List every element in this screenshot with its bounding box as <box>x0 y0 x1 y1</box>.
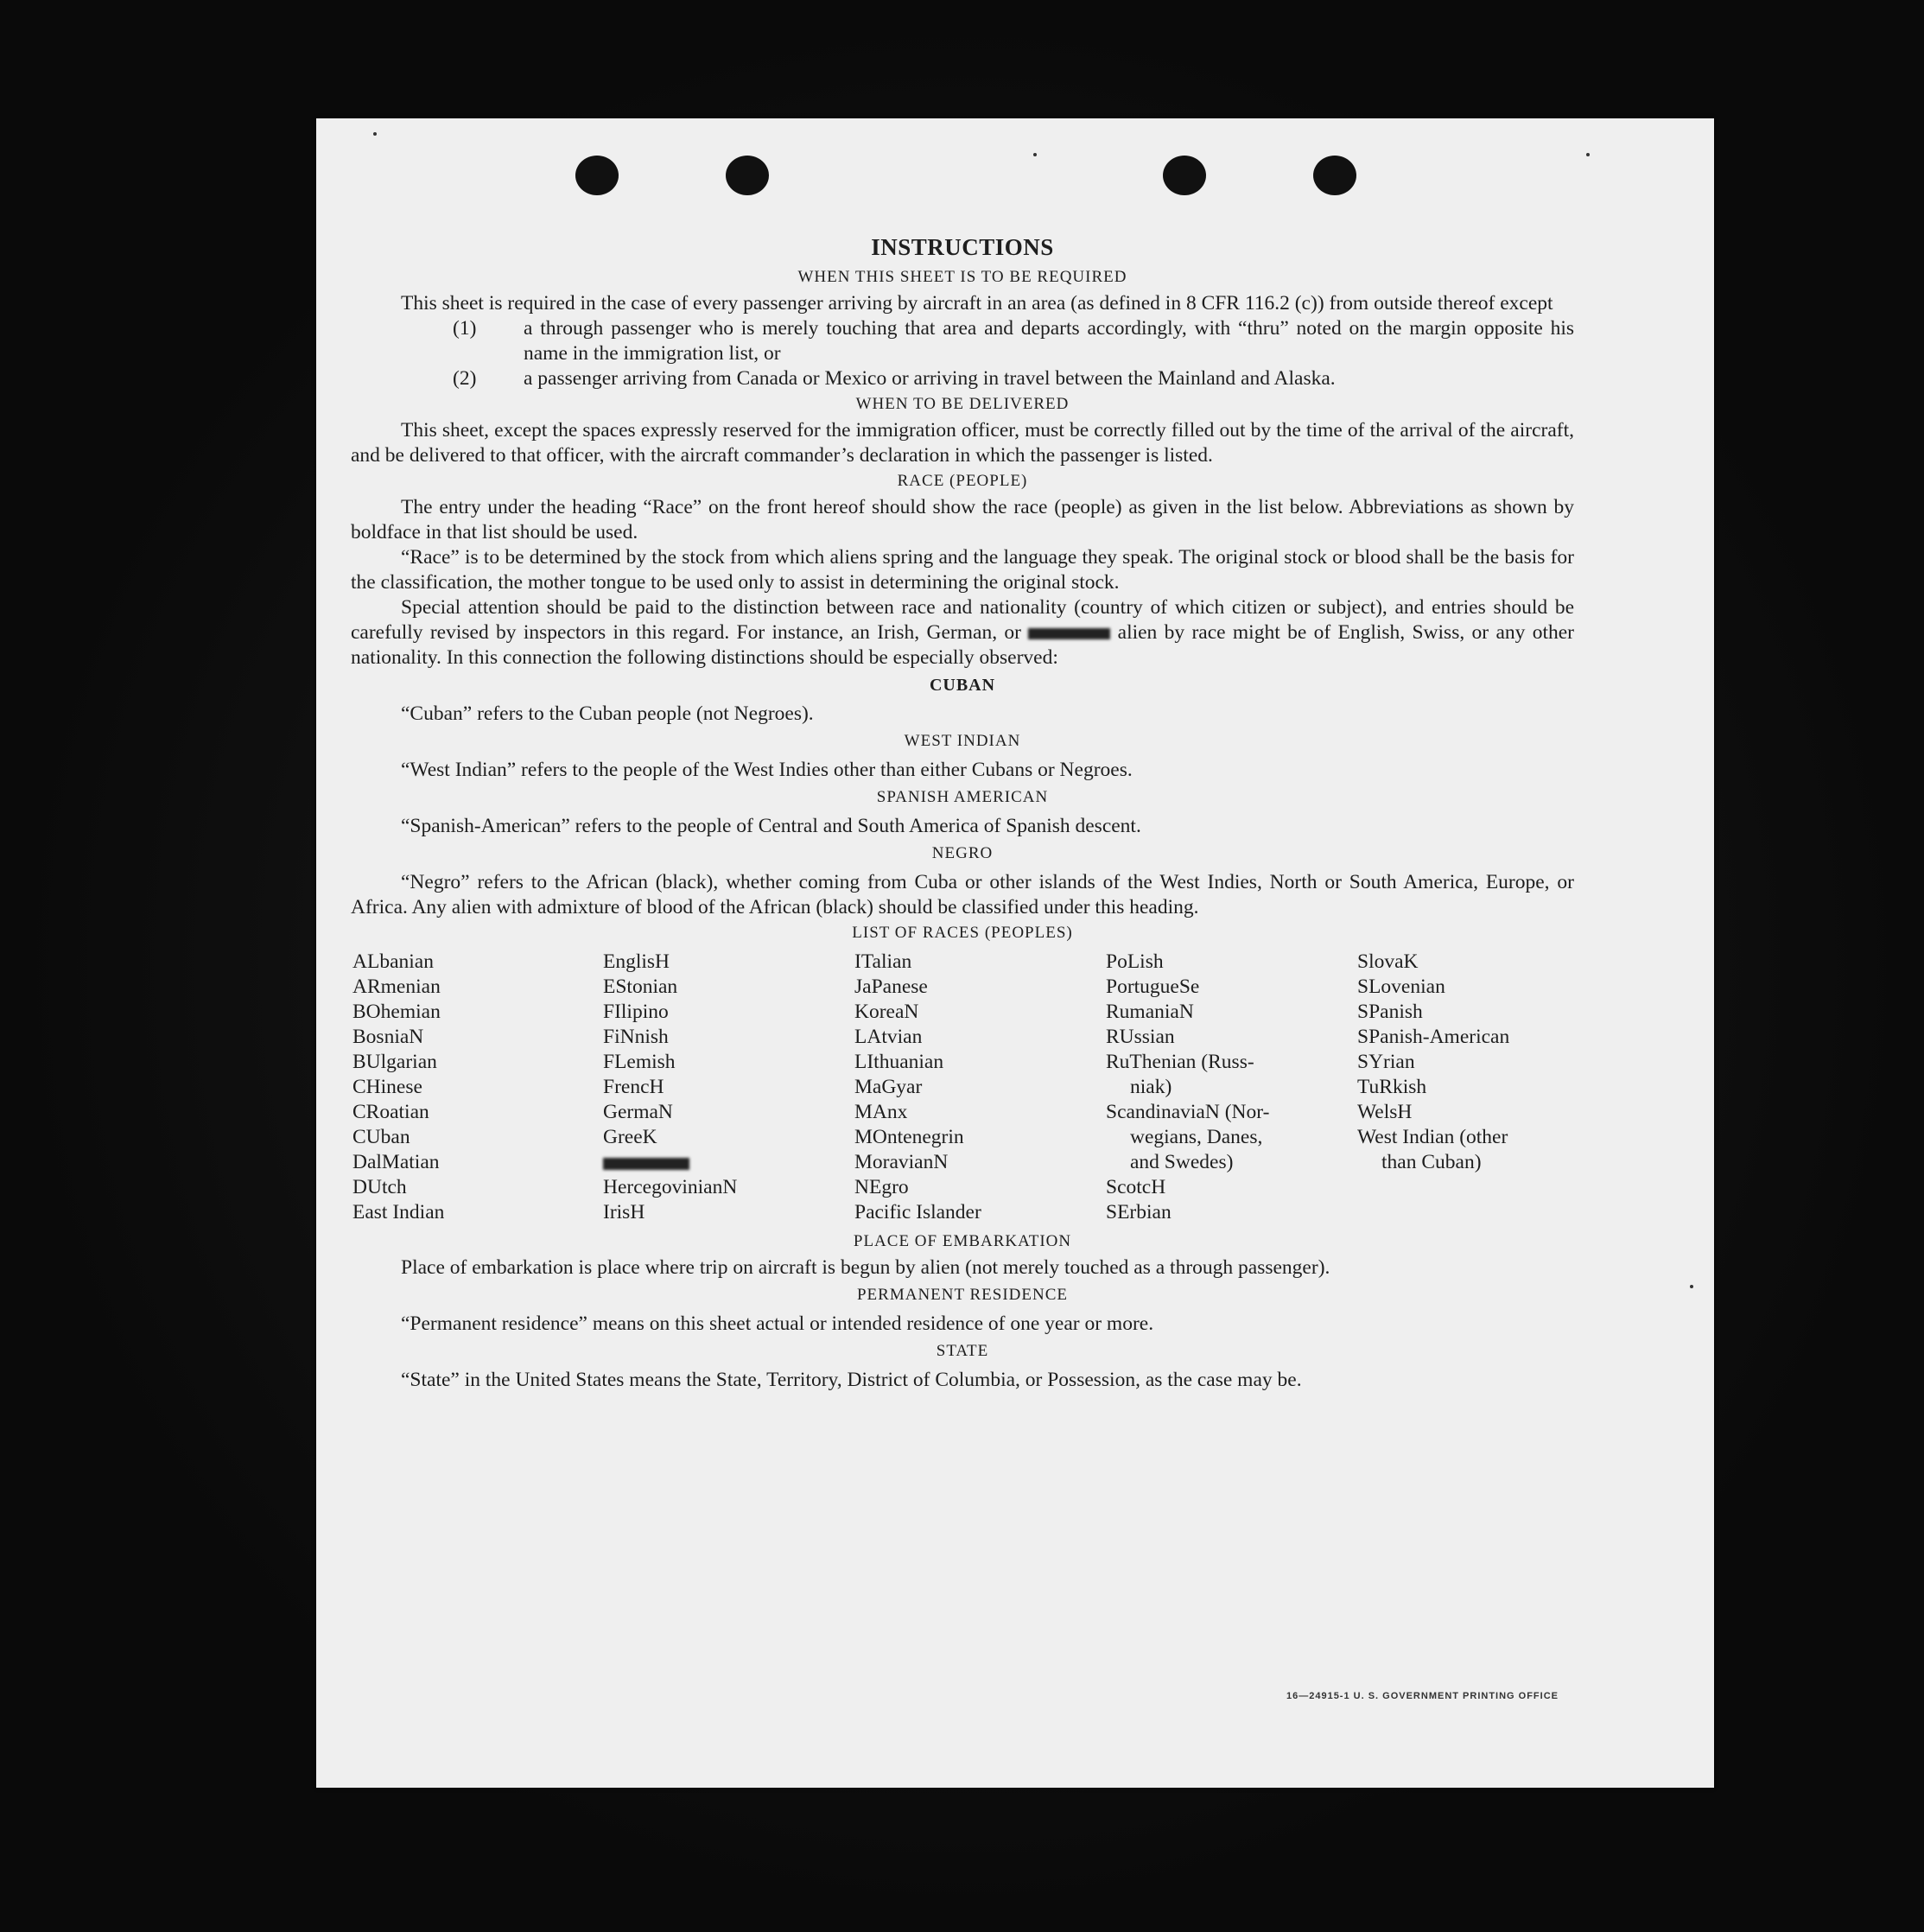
race-item: Pacific Islander <box>854 1201 981 1223</box>
race-item: TuRkish <box>1357 1076 1427 1098</box>
heading-cuban: CUBAN <box>929 676 996 695</box>
heading-races-list: LIST OF RACES (PEOPLES) <box>852 924 1073 942</box>
race-item: LIthuanian <box>854 1051 944 1073</box>
race-item: SlovaK <box>1357 950 1419 973</box>
residence-text: “Permanent residence” means on this sheet actual or intended residence of one year or more. <box>401 1312 1154 1335</box>
race-item: GreeK <box>603 1126 657 1148</box>
race-item: ITalian <box>854 950 912 973</box>
race-item: West Indian (other <box>1357 1126 1508 1148</box>
heading-race: RACE (PEOPLE) <box>897 472 1028 490</box>
instructions-body <box>351 233 1574 1393</box>
speck <box>373 132 377 136</box>
race-item: ARmenian <box>352 976 441 998</box>
printing-office-code: 16—24915-1 U. S. GOVERNMENT PRINTING OFFICE <box>1286 1691 1559 1701</box>
punch-hole <box>726 156 769 195</box>
race-paragraph-2: “Race” is to be determined by the stock from which aliens spring and the language they speak. The original stock or blood shall be the basis for the classification, the mother tongue to be used only to assist in determining the original stock. <box>351 546 1574 594</box>
speck <box>1690 1285 1693 1288</box>
race-item: niak) <box>1130 1076 1172 1098</box>
race-item: PoLish <box>1106 950 1164 973</box>
race-item: KoreaN <box>854 1001 919 1023</box>
race-item: DUtch <box>352 1176 407 1198</box>
race-item: GermaN <box>603 1101 673 1123</box>
race-item: ScotcH <box>1106 1176 1166 1198</box>
race-item: SPanish <box>1357 1001 1423 1023</box>
race-item: PortugueSe <box>1106 976 1200 998</box>
race-item: and Swedes) <box>1130 1151 1234 1173</box>
race-item: IrisH <box>603 1201 645 1223</box>
state-text: “State” in the United States means the State, Territory, District of Columbia, or Possession, as the case may be. <box>401 1369 1302 1391</box>
race-item: LAtvian <box>854 1026 923 1048</box>
race-item: JaPanese <box>854 976 928 998</box>
race-item: CUban <box>352 1126 410 1148</box>
race-item: CRoatian <box>352 1101 429 1123</box>
race-item: RuThenian (Russ- <box>1106 1051 1254 1073</box>
race-item: MOntenegrin <box>854 1126 964 1148</box>
race-item: HercegovinianN <box>603 1176 738 1198</box>
heading-delivered: WHEN TO BE DELIVERED <box>855 395 1070 413</box>
race-item: RUssian <box>1106 1026 1175 1048</box>
heading-state: STATE <box>936 1342 989 1360</box>
heading-required: WHEN THIS SHEET IS TO BE REQUIRED <box>797 268 1127 286</box>
required-item-1 <box>351 316 1574 366</box>
item-text: a passenger arriving from Canada or Mexico or arriving in travel between the Mainland and Alaska. <box>524 367 1336 390</box>
races-list <box>352 950 1574 1225</box>
races-column-3 <box>854 950 1106 1225</box>
race-item: NEgro <box>854 1176 909 1198</box>
punch-hole <box>1313 156 1356 195</box>
document-page <box>316 118 1714 1788</box>
race-item: ScandinaviaN (Nor- <box>1106 1101 1270 1123</box>
race-item: MaGyar <box>854 1076 923 1098</box>
race-item-redacted <box>603 1150 854 1175</box>
redaction-mark <box>1028 628 1110 639</box>
race-item: BUlgarian <box>352 1051 437 1073</box>
heading-west-indian: WEST INDIAN <box>904 732 1021 750</box>
speck <box>1586 153 1590 156</box>
races-column-2 <box>603 950 854 1225</box>
negro-text: “Negro” refers to the African (black), whether coming from Cuba or other islands of the West Indies, North or South America, Europe, or Africa. Any alien with admixture of blood of the African (black) should be classified under this heading. <box>351 871 1574 918</box>
race-item: RumaniaN <box>1106 1001 1194 1023</box>
race-item: BosniaN <box>352 1026 424 1048</box>
race-item: ALbanian <box>352 950 434 973</box>
race-paragraph-3 <box>351 595 1574 670</box>
race-item: FIlipino <box>603 1001 669 1023</box>
heading-residence: PERMANENT RESIDENCE <box>856 1286 1069 1304</box>
race-item: DalMatian <box>352 1151 440 1173</box>
race-item: BOhemian <box>352 1001 441 1023</box>
races-column-1 <box>352 950 603 1225</box>
speck <box>1033 153 1037 156</box>
west-indian-text: “West Indian” refers to the people of the West Indies other than either Cubans or Negroes. <box>401 759 1133 781</box>
race-item: FiNnish <box>603 1026 669 1048</box>
race-item: CHinese <box>352 1076 422 1098</box>
race-item: SPanish-American <box>1357 1026 1510 1048</box>
race-item: SYrian <box>1357 1051 1415 1073</box>
page-title: INSTRUCTIONS <box>871 234 1054 260</box>
punch-hole <box>1163 156 1206 195</box>
race-item: SLovenian <box>1357 976 1445 998</box>
race-item: than Cuban) <box>1381 1151 1482 1173</box>
race-item: SErbian <box>1106 1201 1172 1223</box>
spanish-american-text: “Spanish-American” refers to the people of Central and South America of Spanish descent. <box>401 815 1141 837</box>
heading-embarkation: PLACE OF EMBARKATION <box>853 1232 1072 1250</box>
race-item: FrencH <box>603 1076 664 1098</box>
heading-spanish-american: SPANISH AMERICAN <box>876 788 1049 806</box>
race-item: MAnx <box>854 1101 908 1123</box>
embarkation-text: Place of embarkation is place where trip on aircraft is begun by alien (not merely touched as a through passenger). <box>401 1256 1330 1279</box>
race-item: wegians, Danes, <box>1130 1126 1263 1148</box>
punch-hole <box>575 156 619 195</box>
cuban-text: “Cuban” refers to the Cuban people (not Negroes). <box>401 702 814 725</box>
race-item: MoravianN <box>854 1151 949 1173</box>
race-item: FLemish <box>603 1051 676 1073</box>
required-intro: This sheet is required in the case of every passenger arriving by aircraft in an area (as defined in 8 CFR 116.2 (c)) from outside thereof except <box>401 292 1553 315</box>
race-item: EStonian <box>603 976 678 998</box>
redaction-mark <box>603 1158 689 1170</box>
race-item: EnglisH <box>603 950 670 973</box>
race-item: WelsH <box>1357 1101 1413 1123</box>
required-item-2 <box>351 366 1574 391</box>
heading-negro: NEGRO <box>931 844 994 862</box>
races-column-5 <box>1357 950 1576 1225</box>
item-text: a through passenger who is merely touching that area and departs accordingly, with “thru” noted on the margin opposite his name in the immigration list, or <box>524 317 1574 365</box>
race-paragraph-3b: alien by race might be of English, Swiss, or any other nationality. In this connection the following distinctions should be especially observed: <box>351 621 1574 669</box>
races-column-4 <box>1106 950 1357 1225</box>
race-paragraph-3a: Special attention should be paid to the distinction between race and nationality (country of which citizen or subject), and entries should be carefully revised by inspectors in this regard. For instance, an Irish, German, or <box>351 596 1574 644</box>
race-paragraph-1: The entry under the heading “Race” on the front hereof should show the race (people) as given in the list below. Abbreviations as shown by boldface in that list should be used. <box>351 496 1574 543</box>
item-number: (2) <box>453 367 477 390</box>
race-item: East Indian <box>352 1201 445 1223</box>
delivered-text: This sheet, except the spaces expressly reserved for the immigration officer, must be correctly filled out by the time of the arrival of the aircraft, and be delivered to that officer, with the aircraft commander’s declaration in which the passenger is listed. <box>351 419 1574 467</box>
item-number: (1) <box>453 317 477 340</box>
